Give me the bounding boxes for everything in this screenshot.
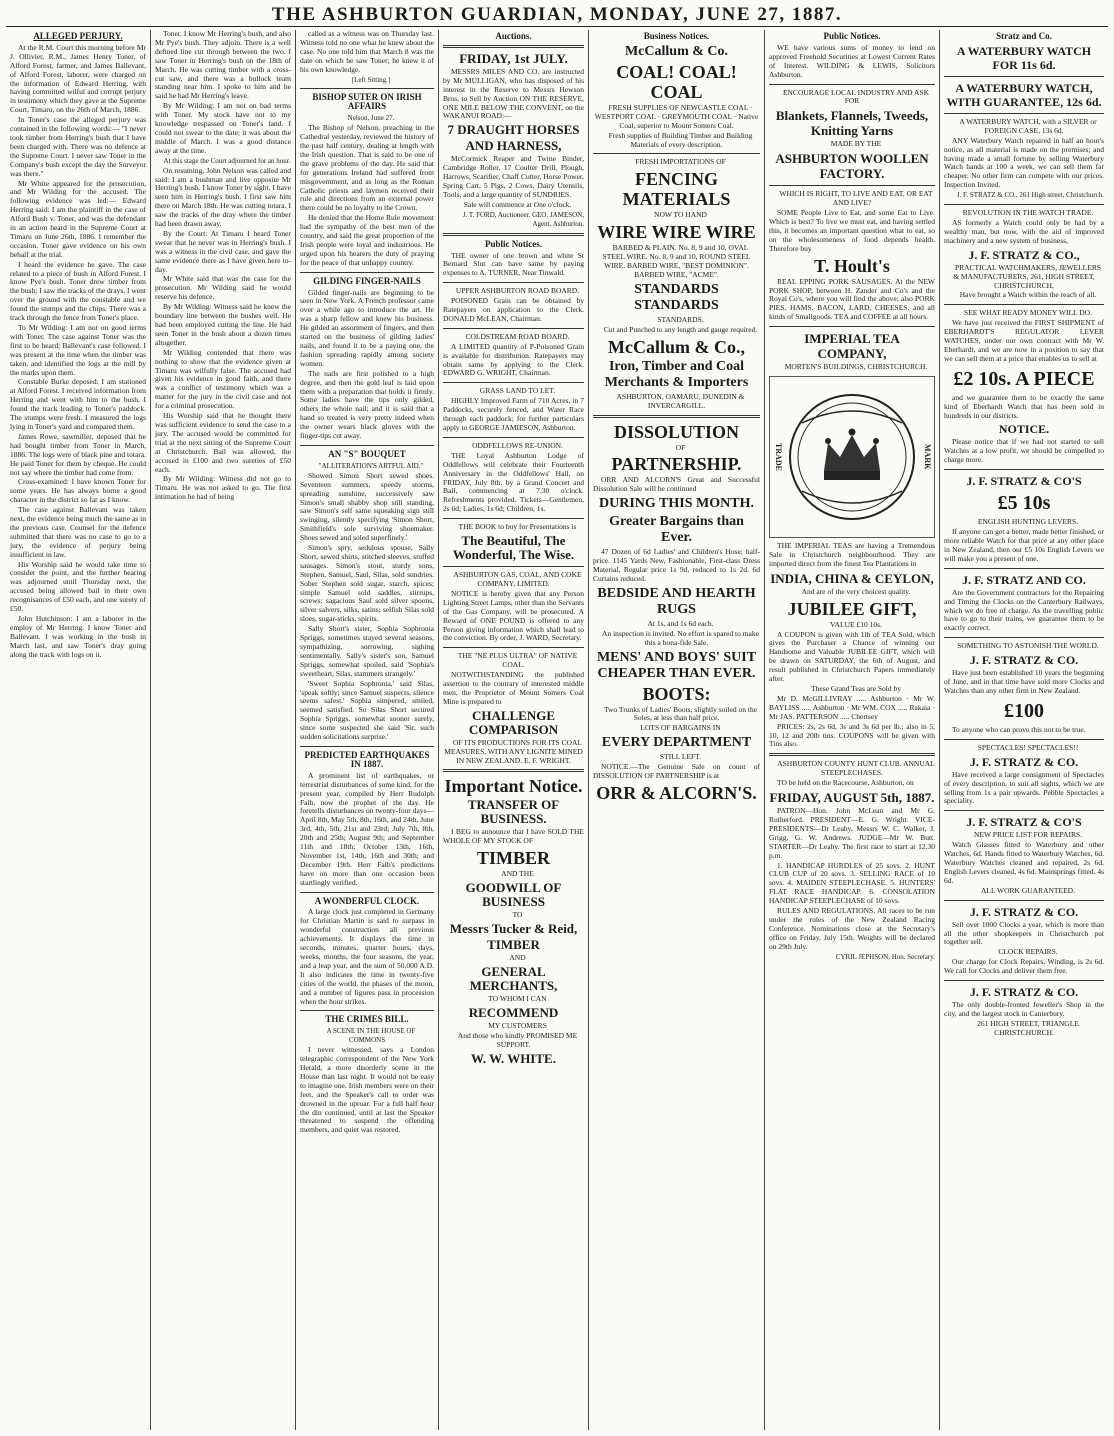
divider — [944, 304, 1104, 305]
ad-text: Our charge for Clock Repairs, Winding, is 2s 6d. We call for Clocks and deliver them free. — [944, 957, 1104, 976]
article-paragraph: John Hutchinson: I am a laborer in the employ of Mr Herring. I know Toner and Ballevant. I was working in the bush in March last, and saw Toner's dray going along the track with logs on it. — [10, 614, 146, 659]
ad-headline: 7 DRAUGHT HORSES — [447, 122, 580, 138]
notice-heading: NEW PRICE LIST FOR REPAIRS. — [973, 830, 1082, 840]
article-paragraph: On resuming, John Nelson was called and said: I am a bushman and live opposite Mr Herring's bush. I know Toner by sight. I have seen him in Herring's bush. I first saw him there on March 18th. He was cutting totara. I saw the tracks of the dray where the timber had been drawn away. — [155, 165, 291, 229]
divider — [944, 568, 1104, 569]
ad-text: BARBED & PLAIN. No. 8, 9 and 10, OVAL STEEL WIRE. No. 8, 9 and 10, ROUND STEEL WIRE. BARBED WIRE, "BEST DOMINION". BARBED WIRE, "ACME". — [602, 243, 751, 279]
ad-text: PRICES: 2s, 2s 6d, 3s and 3s 6d per lb.; also in 5, 10, 12 and 20lb tins. COUPONS will be given with Tins also. — [769, 721, 935, 749]
divider — [769, 84, 935, 85]
brand-name: J. F. STRATZ & CO. — [969, 985, 1079, 1000]
ad-text: Two Trunks of Ladies' Boots, slightly soiled on the Soles, at less than half price. — [603, 704, 758, 723]
article-paragraph: 'Sweet Sophia Sophronia,' said Silas, 'speak softly; since Samuel suspects, silence seems safest.' Sophia simpered, smiled, seemed satisfied. So Silas Short secured Sophia Spriggs, somewhat sooner surely, since some suspected she said 'Sir, such sudden solicitations surprise.' — [300, 678, 434, 742]
ad-text: REAL EPPING PORK SAUSAGES. At the NEW PORK SHOP, between H. Zander and Co's and the Royal Co's, where you will find the above; also PORK PIES, HAMS, BACON, LARD, CHEESES, and all kinds of Smallgoods. TEA and COFFEE at all hours. — [769, 276, 935, 322]
notice-heading: COLDSTREAM ROAD BOARD. — [465, 331, 570, 341]
article-heading: BISHOP SUTER ON IRISH AFFAIRS — [312, 92, 422, 112]
article-heading: GILDING FINGER-NAILS — [313, 275, 421, 286]
ad-text: Are the Government contractors for the Repairing and Timing the Clocks on the Canterbury Railways, which we do free of charge. As the travelling public have to go to their trains, we guarantee them to be exactly correct. — [944, 587, 1104, 633]
article-paragraph: Mr White said that was the case for the prosecution. Mr Wilding said he would reserve his defence. — [155, 274, 291, 302]
article-paragraph: Mr White appeared for the prosecution, and Mr Wilding for the accused. The following evidence was led:— Edward Herring said: I am the plaintiff in the case of Alford Bush v. Toner, and was the defendant in an action heard in the Supreme Court at Timaru on June 26th, 1886. I remember the occasion. Toner gave evidence on his own behalf at the trial. — [10, 178, 146, 259]
ad-headline: GOODWILL OF BUSINESS — [465, 880, 562, 910]
ad-headline: FRIDAY, AUGUST 5th, 1887. — [769, 790, 935, 806]
ad-text: Watch Glasses fitted to Waterbury and other Watches, 6d. Hands fitted to Waterbury Watches, 6d. Waterbury Watches cleaned and repaired, 2s 6d. English Levers cleaned, 4s 6d. Mainsprings fitted, 4s 6d. — [944, 840, 1104, 885]
ad-text: MADE BY THE — [830, 139, 882, 149]
ad-headline: RECOMMEND — [468, 1004, 559, 1020]
article-subheading: "ALLITERATION'S ARTFUL AID." — [318, 461, 424, 470]
ad-headline: A WATERBURY WATCH, WITH GUARANTEE, 12s 6d. — [946, 80, 1102, 109]
ad-text: These Grand Teas are Sold by — [811, 684, 901, 693]
ad-text: A WATERBURY WATCH, with a SILVER or FOREIGN CASE, 13s 6d. — [959, 116, 1097, 135]
ad-text: Fresh supplies of Building Timber and Building Materials of every description. — [608, 130, 753, 149]
ad-text: MY CUSTOMERS — [488, 1020, 547, 1030]
column-6 — [765, 30, 940, 1430]
ad-text: FRESH IMPORTATIONS OF — [635, 157, 726, 167]
section-heading: Stratz and Co. — [996, 31, 1052, 41]
notice-heading: SEE WHAT READY MONEY WILL DO. — [964, 308, 1092, 318]
brand-name: McCallum & Co. — [624, 43, 729, 59]
ad-text: ALL WORK GUARANTEED. — [981, 885, 1075, 895]
brand-name: J. F. STRATZ & CO., — [968, 247, 1080, 262]
divider — [944, 739, 1104, 740]
ad-headline: IMPERIAL TEA COMPANY, — [804, 331, 900, 362]
ad-headline: COAL! COAL! COAL — [616, 61, 737, 102]
section-heading: Public Notices. — [823, 31, 881, 41]
ad-headline: Messrs Tucker & Reid, — [449, 921, 578, 937]
article-paragraph: By Mr Wilding: Witness said he knew the boundary line between the bushes well. He had been employed cutting the line. He had seen Toner in the bush about a dozen times altogether. — [155, 302, 291, 347]
ad-text: THE IMPERIAL TEAS are having a Tremendous Sale in Christchurch neighbourhood. They are imported direct from the finest Tea Plantations in — [769, 541, 935, 568]
article-paragraph: called as a witness was on Thursday last. Witness told no one what he knew about the case. No one told him that March 8 was the date on which he saw Toner; he knew it of his own knowledge. — [300, 30, 434, 74]
article-paragraph: By the Court: At Timaru I heard Toner swear that he never was in Herring's bush. I was a witness in the civil case, and gave the same evidence there as I have given here to-day. — [155, 228, 291, 274]
ad-text: ORR AND ALCORN'S Great and Successful Dissolution Sale will be continued — [593, 475, 760, 494]
ad-text: MORTEN'S BUILDINGS, CHRISTCHURCH. — [784, 362, 928, 372]
article-paragraph: Sally Short's sister, Sophia Sophronia Spriggs, sometimes stayed several seasons, sympathizing, sorrowing, sighing sentimentally. Sally's sister's son, Samuel Spriggs, somewhat spoiled, said 'Sophia's sweetheart, Silas, stammers strangely.' — [300, 624, 434, 678]
article-paragraph: Constable Burke deposed: I am stationed at Alford Forest. I received information from Herring and went with him to the bush. I found the track leading to Toner's paddock. The stumps were fresh. I measured the logs lying in Toner's yard and compared them. — [10, 377, 146, 431]
divider — [944, 637, 1104, 638]
notice-text: HIGHLY Improved Farm of 710 Acres, in 7 Paddocks, securely fenced, and Water Race through each paddock; for further particulars apply to GEORGE JAMIESON, Ashburton. — [443, 396, 584, 432]
ad-text: We have just received the FIRST SHIPMENT of EBERHARDT'S REGULATOR LEVER WATCHES, under our own contract with Mr W. Eberhardt, and we are now in a position to say that we can sell them at a price that enables us to sell at — [944, 318, 1104, 363]
ad-headline: TIMBER — [476, 848, 550, 869]
ad-text: AND — [509, 953, 526, 963]
ad-text: TO be held on the Racecourse, Ashburton, on — [777, 778, 914, 788]
divider — [443, 437, 584, 438]
divider — [769, 753, 935, 756]
dateline: Nelson, June 27. — [347, 114, 395, 123]
ad-headline: AND HARNESS, — [465, 138, 562, 154]
ad-headline: STANDARDS STANDARDS — [634, 281, 719, 313]
crown-emblem-icon — [782, 387, 922, 527]
trade-label: TRADE — [773, 443, 783, 472]
article-heading: A WONDERFUL CLOCK. — [314, 895, 420, 906]
ad-headline: DURING THIS MONTH. — [599, 496, 754, 512]
divider — [443, 382, 584, 383]
brand-name: J. F. STRATZ & CO. — [969, 754, 1079, 769]
notice-text: THE owner of one brown and white St Bernard Slut can have same by paying expenses to A. TURNER, Near Tinwald. — [443, 250, 584, 278]
ad-headline: Iron, Timber and Coal Merchants & Importers — [604, 358, 749, 390]
divider — [443, 566, 584, 567]
notice-text: THE Loyal Ashburton Lodge of Oddfellows will celebrate their Fourteenth Anniversary in the Oddfellows' Hall, on FRIDAY, July 8th, by a Grand Concert and Ball, commencing at 7.30 o'clock. Refreshments provided. Tickets—Gentlemen, 2s 6d; Ladies, 1s 6d; Children, 1s. — [443, 450, 584, 514]
ad-headline: FENCING MATERIALS — [622, 169, 731, 210]
article-paragraph: The Bishop of Nelson, preaching in the Cathedral yesterday, reviewed the history of the past half century, dealing at length with the Irish question. That is said to be one of the grave problems of the day. He said that for generations Ireland had suffered from misgovernment, and as long as the Roman Catholic priests and laymen received their rule and directions from an external power there could be no loyalty to the Crown. — [300, 123, 434, 213]
divider — [300, 892, 434, 893]
ad-subheadline: TRANSFER OF BUSINESS. — [467, 797, 560, 827]
notice-text: OF ITS PRODUCTIONS FOR ITS COAL MEASURES, WITH ANY LIGNITE MINED IN NEW ZEALAND. E. F. WRIGHT. — [444, 737, 583, 765]
divider — [944, 76, 1104, 77]
article-paragraph: To Mr Wilding: I am not on good terms with Toner. The case against Toner was the first to be heard; Ballevant's case followed. I was present at the time when the timber was taken, and identified the logs at the mill by the marks upon them. — [10, 323, 146, 377]
ad-headline: EVERY DEPARTMENT — [601, 735, 752, 751]
brand-name: McCallum & Co., — [608, 336, 745, 357]
important-notice-title: Important Notice. — [444, 776, 583, 797]
article-paragraph: A large clock just completed in Germany for Christian Martin is said to surpass in wonderful construction all previous achievements. It displays the time in seconds, minutes, quarter hours, days, weeks, months, the four seasons, the year, and a leap year, and the sum of 50,000 A.D. It also indicates the time in twenty-five cities of the world, the phases of the moon, and a number of figures pass in procession when the hour strikes. — [300, 907, 434, 1006]
notice-text: WE have various sums of money to lend on approved Freehold Securities at Lowest Current Rates of Interest. WILDING & LEWIS, Solicitors Ashburton. — [769, 42, 935, 79]
trade-mark-engraving — [769, 376, 935, 538]
article-paragraph: In Toner's case the alleged perjury was contained in the following words:— "I never took timber from Herring's bush that I have been charged with. There was no defence at the Supreme Court. I never saw Toner in the Company's bush except the day the Surveyor was there." — [10, 115, 146, 178]
ad-text: Sale will commence at One o'clock. — [463, 199, 572, 209]
ad-headline: ASHBURTON WOOLLEN FACTORY. — [775, 151, 929, 182]
masthead — [6, 4, 1108, 27]
price-display: £5 10s — [997, 492, 1051, 515]
ad-text: 47 Dozen of 6d Ladies' and Children's Hose; half-price. 1145 Yards New, Fashionable, First-class Dress Material, Regular price 1s 9d, reduced to 1s 2d. 6d Curtains reduced. — [593, 547, 760, 583]
brand-name: J. F. STRATZ & CO. — [969, 904, 1079, 919]
notice-heading: THE "NE PLUS ULTRA" OF NATIVE COAL. — [457, 651, 578, 670]
masthead-title: THE ASHBURTON GUARDIAN, MONDAY, JUNE 27, 1887. — [271, 4, 843, 25]
brand-name: J. F. STRATZ & CO'S — [966, 815, 1082, 830]
ad-text: VALUE £10 10s. — [830, 619, 882, 629]
column-7 — [940, 30, 1108, 1430]
article-paragraph: The case against Ballevant was taken next, the evidence being much the same as in the previous case. Counsel for the defence submitted that there was no case to go to a jury, the evidence of perjury being insufficient in law. — [10, 505, 146, 559]
column-5 — [589, 30, 765, 1430]
article-heading: THE CRIMES BILL. — [325, 1014, 409, 1025]
ad-headline: DISSOLUTION — [613, 421, 740, 442]
ad-subheadline: WHICH IS RIGHT, TO LIVE AND EAT, OR EAT AND LIVE? — [779, 189, 933, 208]
article-paragraph: He denied that the Home Rule movement had the sympathy of the best men of the country, and said the great proportion of the Irish people were loyal and industrious. He urged upon his hearers the duty of praying for the peace of that unhappy country. — [300, 213, 434, 267]
article-subheading: A SCENE IN THE HOUSE OF COMMONS — [326, 1027, 416, 1045]
section-heading: Public Notices. — [485, 238, 542, 249]
notice-text: NOTWITHSTANDING the published assertion to the contrary of interested middle men, the Proprietor of Mount Somers Coal Mine is prepared to — [443, 670, 584, 706]
ad-headline: Blankets, Flannels, Tweeds, Knitting Yarns — [775, 108, 929, 139]
column-4 — [439, 30, 589, 1430]
ad-text: FRESH SUPPLIES OF NEWCASTLE COAL · WESTPORT COAL · GREYMOUTH COAL · Native Coal, superior to Mount Somers Coal. — [594, 102, 759, 130]
ad-text: OF — [675, 442, 686, 452]
notice-heading: ODDFELLOWS RE-UNION. — [472, 440, 563, 450]
article-paragraph: I never witnessed, says a London telegraphic correspondent of the New York Herald, a more disorderly scene in the House than last night. It would not be easy to imagine one. Irish members were on their feet, and the Speaker's call to order was drowned in the uproar. For a full half hour the din continued, until at last the Speaker threatened to suspend the offending members, and quiet was restored. — [300, 1045, 434, 1135]
ad-text: PATRON—Hon. John McLean and Mr G. Rutherford. PRESIDENT—E. G. Wright. VICE-PRESIDENTS—Dr Leahy, Messrs W. C. Walker, J. Grigg, G. W. Andrews. JUDGE—Mr W. Butt. STARTER—Dr Leahy. The first race to start at 12.30 p.m. — [769, 806, 935, 860]
article-paragraph: Showed Simon Short sewed shoes. Seventeen summers, speedy storms, spreading sunshine, successively saw Simon's small shabby shop still standing, saw Simon's self same squeaking sign still swinging, silently specifying 'Simon Short, Smithfield's sole surviving shoemaker. Shoes sewed and soled superfinely.' — [300, 470, 434, 543]
ad-text: Mr D. McGILLIVRAY ..... Ashburton · Mr W. BAYLISS ..... Ashburton · Mr WM. COX ..... Rakaia · Mr JAS. PATTERSON ..... Chertsey — [769, 693, 935, 721]
brand-name: T. Hoult's — [814, 255, 890, 276]
article-paragraph: By Mr Wilding: I am not on bad terms with Toner. My stock have not to my knowledge trespassed on Toner's land. I could not swear to the date; it was about the middle of March. I was a good distance away at the time. — [155, 101, 291, 155]
ad-text: ENGLISH HUNTING LEVERS. — [977, 517, 1079, 527]
divider — [300, 746, 434, 747]
brand-name: ORR & ALCORN'S. — [596, 783, 757, 803]
brand-name: J. F. STRATZ AND CO. — [962, 572, 1086, 587]
section-heading: Auctions. — [495, 31, 532, 41]
ad-headline: MENS' AND BOYS' SUIT CHEAPER THAN EVER. — [596, 649, 757, 681]
ad-text: If anyone can get a better, made better finished, or more reliable Watch for that price at any other place in New Zealand, then our £5 10s English Levers we will make you a present of one. — [944, 527, 1104, 563]
ad-text: ANY Waterbury Watch repaired in half an hour's notice, as all material is made on the premises; and having made a small fortune by selling Waterbury Watch hands at 100 a week, we can sell them far cheaper. No other firm can compete with our prices. Inspection Invited. — [944, 135, 1104, 190]
ad-text: SOME People Live to Eat, and some Eat to Live. Which is best? To live we must eat, and having settled this, it becomes an important question what to eat, so on the wholesomeness of food depends health. Therefore buy — [769, 208, 935, 253]
divider — [443, 45, 584, 48]
ad-text: At 1s, and 1s 6d each. — [647, 618, 714, 628]
column-3 — [296, 30, 439, 1430]
ad-text: MESSRS MILES AND CO. are instructed by Mr MULLIGAN, who has disposed of his interest in the Reserve to Messrs Hewson Bros, to Sell by Auction ON THE RESERVE, ONE MILE BELOW THE CONVENT, on the WAKANUI ROAD:— — [443, 66, 584, 121]
notice-heading: SPECTACLES! SPECTACLES!! — [977, 742, 1079, 752]
ad-signature: J. F. STRATZ & CO., 261 High street, Christchurch. — [956, 191, 1104, 200]
ad-headline: BOOTS: — [642, 683, 711, 704]
ad-text: STANDARDS. — [657, 314, 704, 324]
column-2 — [151, 30, 296, 1430]
ad-text: TO — [512, 910, 523, 920]
notice-text: POISONED Grain can be obtained by Ratepayers on application to the Clerk. DONALD McLEAN, Chairman. — [443, 296, 584, 323]
ad-text: A COUPON is given with 1lb of TEA Sold, which gives the Purchaser a Chance of winning our Handsome and Valuable JUBILEE GIFT, which will be drawn on SATURDAY, the 6th of August, and result published in Christchurch Papers immediately after. — [769, 629, 935, 684]
ad-text: McCormick Reaper and Twine Binder, Cambridge Roller, 17 Coulter Drill, Plough, Harrows, Scarifier, Chaff Cutter, Horse Power, Spring Cart, 5 Pigs, 2 Cows, Dairy Utensils, Tools, and a large quantity of SUNDRIES. — [443, 154, 584, 199]
ad-text: Have just been established 10 years the beginning of June, and in that time have sold more Clocks and Watches than any other firm in New Zealand. — [944, 668, 1104, 695]
ad-text: AS formerly a Watch could only be had by a wealthy man, but now, with the aid of improved machinery and a new system of business, — [944, 217, 1104, 245]
divider — [443, 518, 584, 519]
adjourn-note: [Left Sitting.] — [351, 75, 391, 84]
notice-text: THE BOOK to buy for Presentations is — [458, 522, 577, 532]
notice-heading: GRASS LAND TO LET. — [479, 386, 556, 396]
divider — [443, 282, 584, 283]
ad-headline: GENERAL MERCHANTS, — [469, 964, 558, 993]
divider — [944, 469, 1104, 470]
ad-text: Have received a large consignment of Spectacles of every description, to suit all sights, which we are selling from 1s a pair upwards. Pebble Spectacles a speciality. — [944, 769, 1104, 806]
article-heading: ALLEGED PERJURY. — [33, 31, 123, 41]
ad-text: LOTS OF BARGAINS IN — [640, 723, 721, 733]
article-paragraph: James Rowe, sawmiller, deposed that he had bought timber from Toner in March, 1886. The logs were of black pine and totara. He paid Toner for them by cheque. He could not say where the timber had come from. — [10, 431, 146, 477]
article-paragraph: A prominent list of earthquakes, or terrestrial disturbances of some kind, for the present year, compiled by Herr Rudolph Falb, now the prophet of the day. He foretells disturbances on twenty-four days—April 8th, May 5th, 8th, 16th, and 24th, June 3rd, 4th, 5th, 21st and 23rd; July 7th, 8th, 20th and 25th; August 9th; and September 11th and 18th; October 13th, 16th, November 1st, 14th, 16th and 30th; and December 19th. Herr Falb's predictions have on more than one occasion been startlingly verified. — [300, 770, 434, 887]
ad-text: ENCOURAGE LOCAL INDUSTRY AND ASK FOR — [782, 87, 930, 106]
article-paragraph: Gilded finger-nails are beginning to be seen in New York. A French professor came over a while ago to introduce the art. He was a sharp fellow and knew his business. He gilded an assortment of fingers, and then started on the business of gilding ladies' nails, and found it to be a paying one, the fashion spreading rapidly among society women. — [300, 287, 434, 368]
divider — [593, 415, 760, 418]
ad-signature: W. W. WHITE. — [471, 1050, 556, 1066]
column-1 — [6, 30, 151, 1430]
divider — [944, 204, 1104, 205]
ad-signature: J. T. FORD, Auctioneer. GEO. JAMESON, Agent, Ashburton. — [462, 210, 584, 228]
notice-heading: SOMETHING TO ASTONISH THE WORLD. — [957, 641, 1099, 651]
notice-text: NOTICE is hereby given that any Person Lighting Street Lamps, other than the Servants of the Gas Company, will be prosecuted. A Reward of ONE POUND is offered to any Person giving information which shall lead to the conviction. By order, J. WARD, Secretary. — [443, 588, 584, 643]
ad-text: NOW TO HAND — [654, 210, 707, 220]
ad-text: I BEG to announce that I have SOLD THE WHOLE OF MY STOCK OF — [443, 827, 584, 846]
ad-headline: JUBILEE GIFT, — [787, 598, 917, 619]
ad-signature: CYRIL JEPHSON, Hon. Secretary. — [835, 952, 935, 961]
divider — [300, 445, 434, 446]
ad-text: PRACTICAL WATCHMAKERS, JEWELLERS & MANUFACTURERS, 261, HIGH STREET, CHRISTCHURCH, — [953, 262, 1102, 290]
ad-headline: Greater Bargains than Ever. — [609, 514, 744, 546]
ad-text: The only double-fronted Jeweller's Shop in the city, and the largest stock in Canterbury. — [944, 1000, 1104, 1018]
ad-text: Have brought a Watch within the reach of all. — [959, 290, 1097, 300]
mark-label: MARK — [923, 444, 932, 470]
divider — [443, 647, 584, 648]
ad-text: and we guarantee them to be exactly the same kind of Eberhardt Watch that has been sold in hundreds in our districts. — [944, 392, 1104, 420]
divider — [300, 1010, 434, 1011]
article-paragraph: His Worship said that he thought there was sufficient evidence to send the case to a jury. The accused would be committed for trial at the next sitting of the Supreme Court at Christchurch. Bail was allowed, the accused in £100 and two sureties of £50 each. — [155, 411, 291, 474]
divider — [944, 900, 1104, 901]
divider — [944, 810, 1104, 811]
divider — [300, 88, 434, 89]
ad-text: TO WHOM I CAN — [488, 994, 547, 1003]
notice-heading: CLOCK REPAIRS. — [998, 947, 1058, 957]
article-heading: AN "S" BOUQUET — [328, 448, 406, 459]
brand-name: J. F. STRATZ & CO. — [969, 653, 1079, 668]
article-paragraph: Mr Wilding contended that there was nothing to show that the evidence given at Timaru was wilfully false. The accused had given his evidence in good faith, and there was a conflict of testimony which was a matter for the jury in the civil case and not for a criminal prosecution. — [155, 347, 291, 411]
notice-heading: ASHBURTON GAS, COAL, AND COKE COMPANY, LIMITED. — [453, 570, 582, 588]
ad-text: RULES AND REGULATIONS. All races to be run under the rules of the New Zealand Racing Conference. Nominations close at the Secretary's office on Friday, July 15th. Weights will be declared on 29th July. — [769, 906, 935, 951]
divider — [443, 328, 584, 329]
notice-heading: UPPER ASHBURTON ROAD BOARD. — [455, 286, 580, 296]
notice-text: A LIMITED quantity of P-Poisoned Grain is available for distribution. Ratepayers may obtain same by applying to the Clerk. EDWARD G. WRIGHT, Chairman. — [443, 341, 584, 378]
ad-headline: PARTNERSHIP. — [611, 454, 742, 475]
price-display: £2 10s. A PIECE — [953, 367, 1095, 390]
book-title: The Beautiful, The Wonderful, The Wise. — [452, 533, 575, 563]
court-note: At this stage the Court adjourned for an hour. — [163, 156, 291, 165]
divider — [944, 980, 1104, 981]
divider — [300, 272, 434, 273]
ad-text: And those who kindly PROMISED ME SUPPORT. — [457, 1030, 578, 1049]
notice-heading: REVOLUTION IN THE WATCH TRADE. — [962, 208, 1094, 218]
ad-address: 261 HIGH STREET, TRIANGLE CHRISTCHURCH. — [977, 1018, 1079, 1037]
ad-text: And are of the very choicest quality. — [801, 586, 911, 596]
divider — [769, 185, 935, 186]
ad-text: Cut and Punched to any length and gauge required. — [603, 324, 758, 334]
article-paragraph: Toner. I know Mr Herring's bush, and also Mr Pye's bush. They adjoin. There is a well defined line cut through between the two. I saw Toner in Herring's bush on the 18th of March. He was cutting timber with a cross-cut saw, and there was a bullock team standing near him. I spoke to him and he said he had Mr Herring's leave. — [155, 30, 291, 101]
sale-date: FRIDAY, 1st JULY. — [459, 50, 568, 66]
ad-text: 1. HANDICAP HURDLES of 25 sovs. 2. HUNT CLUB CUP of 20 sovs. 3. SELLING RACE of 10 sovs. 4. MAIDEN STEEPLECHASE. 5. HUNTERS' FLAT RACE HANDICAP. 6. CONSOLATION HANDICAP STEEPLECHASE of 10 sovs. — [769, 860, 935, 906]
ad-headline: WIRE WIRE WIRE — [597, 222, 756, 243]
ad-headline: A WATERBURY WATCH FOR 11s 6d. — [956, 43, 1092, 72]
divider — [944, 113, 1104, 114]
article-paragraph: His Worship said he would take time to consider the point, and the further hearing was adjourned until Thursday next, the accused being allowed bail in their own recognisances of £50 each, and one surety of £50. — [10, 559, 146, 614]
article-paragraph: Simon's spry, sedulous spouse, Sally Short, sewed shirts, stitched sleeves, stuffed sausages. Simon's stout, sturdy sons, Stephen, Samuel, Saul, Silas, sold sundries. Sober Stephen sold sugar, starch, spices; simple Samuel sold saddles, stirrups, screws; sagacious Saul sold silver spoons, silver salvers, silks, satins; selfish Silas sold sloes, sugar-sticks, spirits. — [300, 543, 434, 624]
divider — [593, 153, 760, 154]
ad-text: ASHBURTON, OAMARU, DUNEDIN & INVERCARGILL. — [616, 391, 745, 410]
ad-text: AND THE — [501, 869, 534, 879]
columns — [6, 30, 1108, 1430]
ad-headline: CHALLENGE COMPARISON — [468, 707, 559, 737]
divider — [769, 326, 935, 327]
article-paragraph: By Mr Wilding: Witness did not go to Timaru. He was not asked to go. The first intimation he had of being — [155, 474, 291, 502]
article-paragraph: I heard the evidence he gave. The case related to a piece of bush in Alford Forest. I know Pye's bush. Toner drew timber from the bush; I saw the tracks of the drays. I went over the ground with the constable and we found the stumps and the chips. There was a track through the fence from Toner's place. — [10, 259, 147, 323]
ad-text: STILL LEFT. — [659, 752, 702, 762]
ad-text: Please notice that if we had not started to sell Watches at a low profit, we should be compelled to charge more. — [944, 437, 1104, 465]
notice-heading: ASHBURTON COUNTY HUNT CLUB. ANNUAL STEEPLECHASES. — [777, 759, 935, 778]
article-paragraph: The nails are first polished to a high degree, and then the gold leaf is laid upon them with a preparation that holds it firmly. Some ladies have the tips only gilded, others the whole nail; and it is said that a hand so treated is very pretty indeed when the owner wears black gloves with the finger-tips cut away. — [300, 368, 434, 441]
brand-name: J. F. STRATZ & CO'S — [966, 474, 1082, 489]
ad-headline: TIMBER — [487, 937, 540, 953]
divider — [443, 233, 584, 236]
ad-text: To anyone who can prove this not to be true. — [952, 724, 1086, 734]
article-paragraph: At the R.M. Court this morning before Mr J. Ollivier, R.M., James Henry Toner, of Alford Forest, farmer, and James Ballevant, of Alford Forest, laborer, were charged on the information of Edward Herring, with having committed wilful and corrupt perjury in testimony which they gave at the Supreme Court, Timaru, on the 26th of March, 1886. — [10, 42, 146, 115]
article-heading: PREDICTED EARTHQUAKES IN 1887. — [304, 749, 430, 769]
divider — [443, 769, 584, 772]
ad-headline: BEDSIDE AND HEARTH RUGS — [597, 585, 756, 617]
ad-text: NOTICE.—The Genuine Sale on count of DISSOLUTION OF PARTNERSHIP is at — [593, 762, 760, 781]
article-paragraph: Cross-examined: I have known Toner for some years. He has always borne a good character in the district so far as I know. — [10, 477, 146, 505]
ad-text: An inspection is invited. No effort is spared to make this a bona-fide Sale. — [602, 628, 759, 647]
price-display: £100 — [1004, 699, 1044, 722]
ad-headline: NOTICE. — [998, 422, 1050, 437]
ad-headline: INDIA, CHINA & CEYLON, — [770, 570, 934, 586]
ad-text: Sell over 1000 Clocks a year, which is more than all the other shopkeepers in Christchurch put together sell. — [944, 919, 1104, 947]
section-heading: Business Notices. — [643, 31, 710, 41]
